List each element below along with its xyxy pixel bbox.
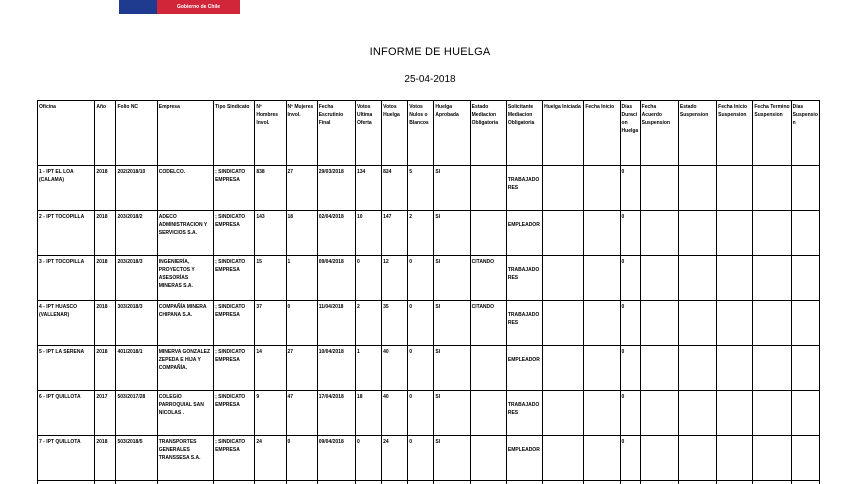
cell-anio: 2018 [95,301,116,346]
column-header: Fecha Termino Suspension [753,101,791,166]
table-row [38,301,820,346]
cell-hombres: 14 [255,346,286,391]
cell-fecha-acuerdo [640,346,678,391]
cell-fecha-acuerdo [640,256,678,301]
cell-solicitante [506,211,542,256]
cell-empty [355,481,381,484]
cell-iniciada [543,391,584,436]
cell-dias: 0 [620,436,640,481]
cell-fecha: 10/04/2018 [317,346,355,391]
column-header: Huelga Iniciada [543,101,584,166]
cell-fecha-inicio [584,391,620,436]
strike-report-table [37,100,820,484]
cell-estado-susp [678,256,716,301]
cell-dias: 0 [620,166,640,211]
logo-text: Gobierno de Chile [177,4,220,10]
table-row [38,436,820,481]
logo-red-block [157,0,240,14]
cell-fecha-acuerdo [640,166,678,211]
cell-empty [506,481,542,484]
cell-folio: 503/2017/28 [116,391,157,436]
cell-inicio-susp [717,256,753,301]
cell-votos-oferta: 2 [355,301,381,346]
cell-dias-susp [791,391,819,436]
cell-fecha-inicio [584,301,620,346]
cell-nulos: 2 [408,211,434,256]
cell-fecha-acuerdo [640,436,678,481]
cell-folio: 303/2018/3 [116,301,157,346]
cell-votos-oferta: 18 [355,391,381,436]
cell-votos-huelga: 24 [382,436,408,481]
cell-solicitante [506,166,542,211]
column-header: Folio NC [116,101,157,166]
cell-empty [640,481,678,484]
column-header: Oficina [38,101,95,166]
cell-oficina: 2 - IPT TOCOPILLA [38,211,95,256]
cell-nulos: 5 [408,166,434,211]
cell-empty [408,481,434,484]
column-header: Tipo Sindicato [214,101,255,166]
cell-inicio-susp [717,301,753,346]
cell-estado-med: CITANDO [470,301,506,346]
cell-empty [95,481,116,484]
cell-solicitante [506,391,542,436]
cell-inicio-susp [717,211,753,256]
cell-fecha-acuerdo [640,211,678,256]
column-header: Votos Huelga [382,101,408,166]
column-header: Huelga Aprobada [434,101,470,166]
cell-fecha-inicio [584,436,620,481]
cell-tipo: ; SINDICATO EMPRESA [214,436,255,481]
cell-solicitante [506,436,542,481]
cell-mujeres: 18 [286,211,317,256]
cell-solicitante [506,346,542,391]
cell-nulos: 0 [408,391,434,436]
cell-votos-oferta: 10 [355,211,381,256]
cell-nulos: 0 [408,346,434,391]
cell-folio: 203/2018/2 [116,211,157,256]
cell-dias: 0 [620,301,640,346]
column-header: Días Duracion Huelga [620,101,640,166]
column-header: Fecha Inicio Suspension [717,101,753,166]
cell-votos-oferta: 0 [355,436,381,481]
cell-tipo: ; SINDICATO EMPRESA [214,391,255,436]
cell-iniciada [543,256,584,301]
column-header: Empresa [157,101,213,166]
table-row [38,391,820,436]
cell-hombres: 9 [255,391,286,436]
cell-hombres: 143 [255,211,286,256]
cell-fecha-acuerdo [640,391,678,436]
cell-aprobada: SI [434,391,470,436]
column-header: Votos Nulos o Blancos [408,101,434,166]
cell-estado-med: CITANDO [470,256,506,301]
cell-inicio-susp [717,346,753,391]
cell-aprobada: SI [434,166,470,211]
cell-text: EMPLEADOR [508,222,540,228]
cell-empty [286,481,317,484]
report-title: INFORME DE HUELGA [0,46,860,58]
cell-hombres: 37 [255,301,286,346]
cell-folio: 503/2018/5 [116,436,157,481]
cell-empresa: INGENIERÍA, PROYECTOS Y ASESORÍAS MINERAS S.A. [157,256,213,301]
cell-oficina: 3 - IPT TOCOPILLA [38,256,95,301]
cell-nulos: 0 [408,256,434,301]
cell-termino-susp [753,436,791,481]
cell-estado-susp [678,346,716,391]
cell-estado-med [470,436,506,481]
cell-fecha: 11/04/2018 [317,301,355,346]
cell-empty [434,481,470,484]
cell-fecha: 02/04/2018 [317,211,355,256]
cell-votos-huelga: 12 [382,256,408,301]
cell-estado-susp [678,436,716,481]
cell-iniciada [543,346,584,391]
column-header: Estado Mediacion Obligatoria [470,101,506,166]
cell-dias-susp [791,256,819,301]
cell-votos-huelga: 40 [382,346,408,391]
cell-estado-med [470,391,506,436]
cell-votos-huelga: 40 [382,391,408,436]
cell-inicio-susp [717,436,753,481]
cell-termino-susp [753,391,791,436]
cell-fecha-inicio [584,256,620,301]
cell-solicitante [506,301,542,346]
cell-mujeres: 27 [286,346,317,391]
cell-empty [753,481,791,484]
cell-text: TRABAJADORES [508,177,539,191]
cell-oficina: 4 - IPT HUASCO (VALLENAR) [38,301,95,346]
column-header: Solicitante Mediacion Obligatoria [506,101,542,166]
cell-mujeres: 47 [286,391,317,436]
cell-aprobada: SI [434,346,470,391]
cell-anio: 2018 [95,166,116,211]
cell-empty [157,481,213,484]
cell-dias-susp [791,211,819,256]
cell-termino-susp [753,166,791,211]
cell-votos-huelga: 147 [382,211,408,256]
cell-dias: 0 [620,211,640,256]
cell-empresa: MINERVA GONZALEZ ZEPEDA E HIJA Y COMPAÑÍA. [157,346,213,391]
table-row-partial [38,481,820,484]
cell-dias-susp [791,346,819,391]
cell-fecha-inicio [584,346,620,391]
cell-fecha: 29/03/2018 [317,166,355,211]
table-row [38,346,820,391]
column-header: Nº Hombres Invol. [255,101,286,166]
cell-inicio-susp [717,166,753,211]
cell-empty [584,481,620,484]
cell-tipo: ; SINDICATO EMPRESA [214,301,255,346]
column-header: Fecha Escrutinio Final [317,101,355,166]
table-row [38,166,820,211]
cell-empresa: TRANSPORTES GENERALES TRANSSESA S.A. [157,436,213,481]
cell-inicio-susp [717,391,753,436]
cell-mujeres: 0 [286,301,317,346]
cell-hombres: 24 [255,436,286,481]
cell-hombres: 15 [255,256,286,301]
cell-iniciada [543,166,584,211]
cell-empty [717,481,753,484]
cell-text: EMPLEADOR [508,357,540,363]
logo-blue-block [119,0,157,14]
cell-oficina: 7 - IPT QUILLOTA [38,436,95,481]
cell-aprobada: SI [434,256,470,301]
cell-iniciada [543,301,584,346]
cell-solicitante [506,256,542,301]
cell-dias: 0 [620,346,640,391]
table-row [38,211,820,256]
cell-empty [543,481,584,484]
cell-fecha: 09/04/2018 [317,256,355,301]
cell-estado-susp [678,211,716,256]
cell-empty [116,481,157,484]
cell-empty [255,481,286,484]
cell-estado-med [470,346,506,391]
cell-iniciada [543,211,584,256]
report-date: 25-04-2018 [0,74,860,85]
cell-iniciada [543,436,584,481]
cell-empty [620,481,640,484]
cell-votos-huelga: 35 [382,301,408,346]
cell-empresa: ADECO ADMINISTRACION Y SERVICIOS S.A. [157,211,213,256]
cell-nulos: 0 [408,436,434,481]
cell-mujeres: 1 [286,256,317,301]
cell-votos-oferta: 0 [355,256,381,301]
cell-tipo: ; SINDICATO EMPRESA [214,346,255,391]
cell-aprobada: SI [434,436,470,481]
column-header: Estado Suspension [678,101,716,166]
cell-dias-susp [791,166,819,211]
cell-fecha-inicio [584,166,620,211]
cell-estado-susp [678,301,716,346]
cell-estado-med [470,211,506,256]
cell-empty [38,481,95,484]
cell-hombres: 838 [255,166,286,211]
cell-text: TRABAJADORES [508,267,539,281]
cell-termino-susp [753,211,791,256]
cell-empty [470,481,506,484]
cell-text: EMPLEADOR [508,447,540,453]
cell-empty [317,481,355,484]
cell-termino-susp [753,346,791,391]
cell-tipo: ; SINDICATO EMPRESA [214,211,255,256]
cell-tipo: ; SINDICATO EMPRESA [214,256,255,301]
cell-dias-susp [791,436,819,481]
cell-oficina: 5 - IPT LA SERENA [38,346,95,391]
cell-folio: 401/2018/1 [116,346,157,391]
cell-fecha-acuerdo [640,301,678,346]
cell-folio: 203/2018/3 [116,256,157,301]
cell-termino-susp [753,301,791,346]
cell-empresa: COLEGIO PARROQUIAL SAN NICOLAS . [157,391,213,436]
cell-mujeres: 0 [286,436,317,481]
cell-fecha: 17/04/2018 [317,391,355,436]
cell-estado-med [470,166,506,211]
cell-empty [214,481,255,484]
cell-empty [678,481,716,484]
cell-anio: 2018 [95,256,116,301]
cell-oficina: 6 - IPT QUILLOTA [38,391,95,436]
cell-fecha: 09/04/2018 [317,436,355,481]
cell-empresa: CODELCO. [157,166,213,211]
column-header: Nº Mujeres Invol. [286,101,317,166]
table-header-row [38,101,820,166]
column-header: Fecha Acuerdo Suspension [640,101,678,166]
cell-aprobada: SI [434,301,470,346]
cell-votos-oferta: 1 [355,346,381,391]
cell-anio: 2017 [95,391,116,436]
cell-dias: 0 [620,391,640,436]
cell-empty [791,481,819,484]
column-header: Votos Ultima Oferta [355,101,381,166]
column-header: Fecha Inicio [584,101,620,166]
cell-nulos: 0 [408,301,434,346]
table-row [38,256,820,301]
cell-text: TRABAJADORES [508,402,539,416]
column-header: Días Suspension [791,101,819,166]
cell-votos-huelga: 824 [382,166,408,211]
cell-mujeres: 27 [286,166,317,211]
cell-folio: 202/2018/10 [116,166,157,211]
cell-termino-susp [753,256,791,301]
cell-estado-susp [678,391,716,436]
cell-votos-oferta: 134 [355,166,381,211]
cell-dias: 0 [620,256,640,301]
gobierno-logo [119,0,240,14]
cell-anio: 2018 [95,211,116,256]
cell-fecha-inicio [584,211,620,256]
cell-dias-susp [791,301,819,346]
cell-tipo: ; SINDICATO EMPRESA [214,166,255,211]
cell-aprobada: SI [434,211,470,256]
cell-text: TRABAJADORES [508,312,539,326]
table-body [38,166,820,484]
cell-empresa: COMPAÑÍA MINERA CHIPANA S.A. [157,301,213,346]
cell-oficina: 1 - IPT EL LOA (CALAMA) [38,166,95,211]
cell-estado-susp [678,166,716,211]
cell-anio: 2018 [95,346,116,391]
column-header: Año [95,101,116,166]
cell-empty [382,481,408,484]
cell-anio: 2018 [95,436,116,481]
